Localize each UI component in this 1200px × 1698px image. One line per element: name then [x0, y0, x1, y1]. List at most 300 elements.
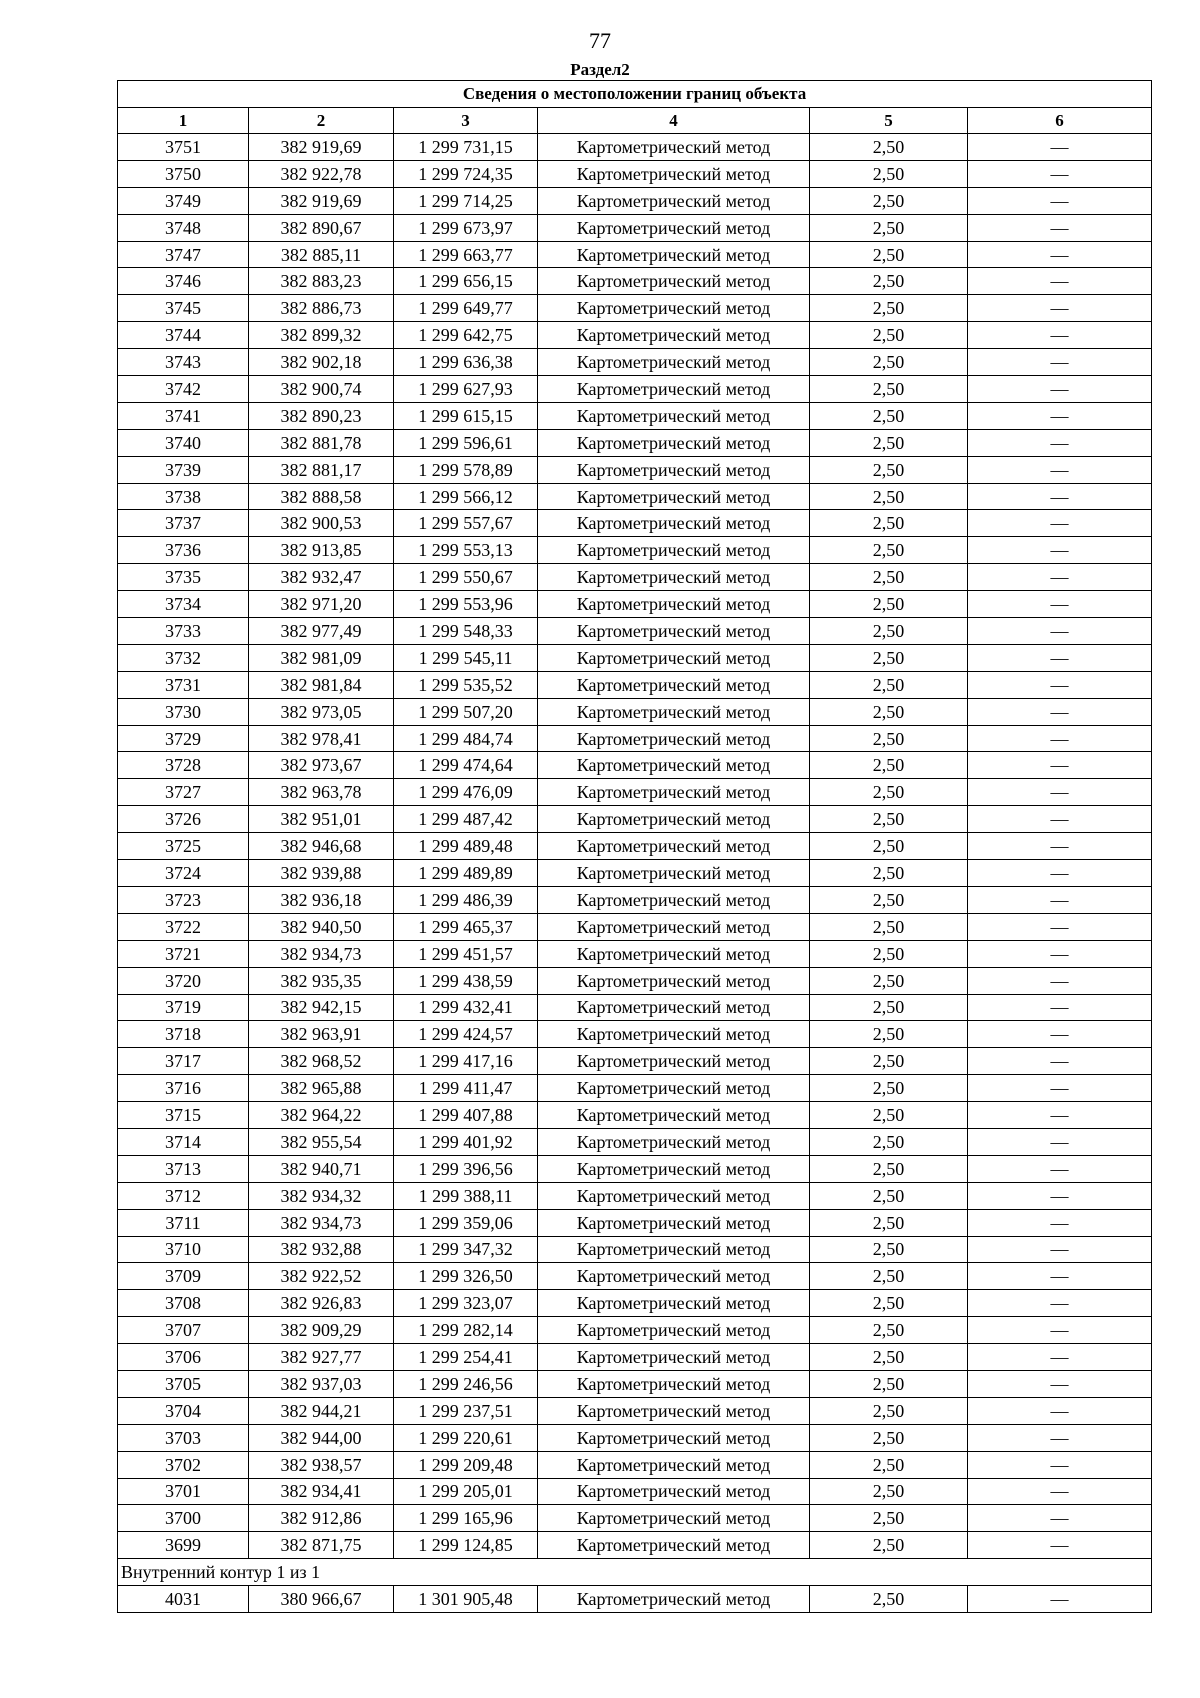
section-title: Раздел2 — [570, 60, 630, 79]
accuracy-cell: 2,50 — [810, 779, 968, 806]
table-row — [118, 618, 1152, 645]
method-cell: Картометрический метод — [538, 1155, 810, 1182]
method-cell: Картометрический метод — [538, 1128, 810, 1155]
coordinate-x-cell: 382 885,11 — [249, 241, 394, 268]
accuracy-cell: 2,50 — [810, 618, 968, 645]
accuracy-cell: 2,50 — [810, 295, 968, 322]
coordinate-x-cell: 382 944,21 — [249, 1397, 394, 1424]
coordinate-x-cell: 382 938,57 — [249, 1451, 394, 1478]
method-cell: Картометрический метод — [538, 591, 810, 618]
table-row — [118, 860, 1152, 887]
coordinate-y-cell: 1 299 553,13 — [394, 537, 538, 564]
accuracy-cell: 2,50 — [810, 860, 968, 887]
column-header: 5 — [810, 108, 968, 134]
coordinate-y-cell: 1 299 326,50 — [394, 1263, 538, 1290]
coordinate-y-cell: 1 299 489,89 — [394, 860, 538, 887]
coordinate-x-cell: 382 978,41 — [249, 725, 394, 752]
point-number-cell: 3726 — [118, 806, 249, 833]
coordinate-y-cell: 1 299 347,32 — [394, 1236, 538, 1263]
point-number-cell: 3718 — [118, 1021, 249, 1048]
accuracy-cell: 2,50 — [810, 456, 968, 483]
column-header: 6 — [968, 108, 1152, 134]
description-cell: — — [968, 1424, 1152, 1451]
method-cell: Картометрический метод — [538, 429, 810, 456]
description-cell: — — [968, 860, 1152, 887]
point-number-cell: 3706 — [118, 1344, 249, 1371]
description-cell: — — [968, 456, 1152, 483]
table-row — [118, 429, 1152, 456]
coordinate-y-cell: 1 301 905,48 — [394, 1586, 538, 1613]
coordinate-x-cell: 382 886,73 — [249, 295, 394, 322]
accuracy-cell: 2,50 — [810, 1344, 968, 1371]
description-cell: — — [968, 752, 1152, 779]
coordinate-x-cell: 382 981,09 — [249, 644, 394, 671]
accuracy-cell: 2,50 — [810, 268, 968, 295]
coordinate-y-cell: 1 299 407,88 — [394, 1102, 538, 1129]
accuracy-cell: 2,50 — [810, 376, 968, 403]
table-row — [118, 349, 1152, 376]
table-row — [118, 644, 1152, 671]
description-cell: — — [968, 1451, 1152, 1478]
description-cell: — — [968, 994, 1152, 1021]
point-number-cell: 3708 — [118, 1290, 249, 1317]
point-number-cell: 3730 — [118, 698, 249, 725]
point-number-cell: 3709 — [118, 1263, 249, 1290]
table-row — [118, 671, 1152, 698]
coordinate-x-cell: 382 900,74 — [249, 376, 394, 403]
accuracy-cell: 2,50 — [810, 1532, 968, 1559]
coordinate-y-cell: 1 299 642,75 — [394, 322, 538, 349]
coordinate-y-cell: 1 299 424,57 — [394, 1021, 538, 1048]
coordinate-x-cell: 382 981,84 — [249, 671, 394, 698]
accuracy-cell: 2,50 — [810, 1290, 968, 1317]
description-cell: — — [968, 940, 1152, 967]
point-number-cell: 3702 — [118, 1451, 249, 1478]
accuracy-cell: 2,50 — [810, 940, 968, 967]
method-cell: Картометрический метод — [538, 1586, 810, 1613]
table-row — [118, 1451, 1152, 1478]
coordinate-y-cell: 1 299 656,15 — [394, 268, 538, 295]
method-cell: Картометрический метод — [538, 1263, 810, 1290]
table-row — [118, 833, 1152, 860]
coordinate-y-cell: 1 299 673,97 — [394, 214, 538, 241]
coordinate-y-cell: 1 299 209,48 — [394, 1451, 538, 1478]
page-number: 77 — [589, 28, 611, 53]
table-row — [118, 510, 1152, 537]
description-cell: — — [968, 1209, 1152, 1236]
method-cell: Картометрический метод — [538, 1478, 810, 1505]
coordinate-y-cell: 1 299 465,37 — [394, 913, 538, 940]
table-row — [118, 1370, 1152, 1397]
table-row — [118, 1263, 1152, 1290]
coordinate-x-cell: 382 927,77 — [249, 1344, 394, 1371]
point-number-cell: 3713 — [118, 1155, 249, 1182]
coordinate-x-cell: 382 919,69 — [249, 134, 394, 161]
coordinate-y-cell: 1 299 165,96 — [394, 1505, 538, 1532]
table-row — [118, 1397, 1152, 1424]
description-cell: — — [968, 671, 1152, 698]
point-number-cell: 3721 — [118, 940, 249, 967]
method-cell: Картометрический метод — [538, 1290, 810, 1317]
point-number-cell: 3739 — [118, 456, 249, 483]
accuracy-cell: 2,50 — [810, 322, 968, 349]
coordinate-x-cell: 382 919,69 — [249, 187, 394, 214]
description-cell: — — [968, 376, 1152, 403]
table-row — [118, 1424, 1152, 1451]
table-row — [118, 752, 1152, 779]
method-cell: Картометрический метод — [538, 1424, 810, 1451]
accuracy-cell: 2,50 — [810, 644, 968, 671]
accuracy-cell: 2,50 — [810, 1317, 968, 1344]
description-cell: — — [968, 295, 1152, 322]
accuracy-cell: 2,50 — [810, 1128, 968, 1155]
contour-label-row — [118, 1559, 1152, 1586]
description-cell: — — [968, 187, 1152, 214]
coordinate-y-cell: 1 299 474,64 — [394, 752, 538, 779]
coordinate-y-cell: 1 299 438,59 — [394, 967, 538, 994]
method-cell: Картометрический метод — [538, 134, 810, 161]
description-cell: — — [968, 1182, 1152, 1209]
coordinate-x-cell: 382 899,32 — [249, 322, 394, 349]
description-cell: — — [968, 1102, 1152, 1129]
point-number-cell: 3729 — [118, 725, 249, 752]
accuracy-cell: 2,50 — [810, 349, 968, 376]
point-number-cell: 3716 — [118, 1075, 249, 1102]
coordinate-x-cell: 382 890,67 — [249, 214, 394, 241]
point-number-cell: 3712 — [118, 1182, 249, 1209]
point-number-cell: 4031 — [118, 1586, 249, 1613]
coordinate-x-cell: 382 926,83 — [249, 1290, 394, 1317]
description-cell: — — [968, 618, 1152, 645]
coordinate-y-cell: 1 299 557,67 — [394, 510, 538, 537]
coordinate-y-cell: 1 299 578,89 — [394, 456, 538, 483]
method-cell: Картометрический метод — [538, 456, 810, 483]
description-cell: — — [968, 1263, 1152, 1290]
description-cell: — — [968, 725, 1152, 752]
coordinate-x-cell: 382 890,23 — [249, 402, 394, 429]
coordinate-x-cell: 382 946,68 — [249, 833, 394, 860]
accuracy-cell: 2,50 — [810, 1075, 968, 1102]
coordinate-x-cell: 382 973,67 — [249, 752, 394, 779]
table-row — [118, 214, 1152, 241]
point-number-cell: 3740 — [118, 429, 249, 456]
table-body — [118, 81, 1152, 1613]
point-number-cell: 3749 — [118, 187, 249, 214]
coordinate-x-cell: 382 881,78 — [249, 429, 394, 456]
method-cell: Картометрический метод — [538, 1236, 810, 1263]
table-row — [118, 187, 1152, 214]
description-cell: — — [968, 510, 1152, 537]
point-number-cell: 3727 — [118, 779, 249, 806]
method-cell: Картометрический метод — [538, 940, 810, 967]
method-cell: Картометрический метод — [538, 860, 810, 887]
method-cell: Картометрический метод — [538, 349, 810, 376]
point-number-cell: 3743 — [118, 349, 249, 376]
table-row — [118, 886, 1152, 913]
accuracy-cell: 2,50 — [810, 1263, 968, 1290]
coordinate-y-cell: 1 299 507,20 — [394, 698, 538, 725]
method-cell: Картометрический метод — [538, 618, 810, 645]
method-cell: Картометрический метод — [538, 214, 810, 241]
description-cell: — — [968, 483, 1152, 510]
description-cell: — — [968, 644, 1152, 671]
point-number-cell: 3751 — [118, 134, 249, 161]
method-cell: Картометрический метод — [538, 376, 810, 403]
description-cell: — — [968, 1478, 1152, 1505]
point-number-cell: 3744 — [118, 322, 249, 349]
method-cell: Картометрический метод — [538, 564, 810, 591]
point-number-cell: 3732 — [118, 644, 249, 671]
point-number-cell: 3711 — [118, 1209, 249, 1236]
point-number-cell: 3710 — [118, 1236, 249, 1263]
method-cell: Картометрический метод — [538, 725, 810, 752]
table-row — [118, 483, 1152, 510]
accuracy-cell: 2,50 — [810, 1586, 968, 1613]
table-row — [118, 1344, 1152, 1371]
point-number-cell: 3707 — [118, 1317, 249, 1344]
coordinate-y-cell: 1 299 476,09 — [394, 779, 538, 806]
coordinate-y-cell: 1 299 254,41 — [394, 1344, 538, 1371]
description-cell: — — [968, 160, 1152, 187]
table-row — [118, 1102, 1152, 1129]
coordinate-y-cell: 1 299 401,92 — [394, 1128, 538, 1155]
coordinate-x-cell: 382 932,47 — [249, 564, 394, 591]
point-number-cell: 3720 — [118, 967, 249, 994]
method-cell: Картометрический метод — [538, 160, 810, 187]
point-number-cell: 3722 — [118, 913, 249, 940]
accuracy-cell: 2,50 — [810, 806, 968, 833]
point-number-cell: 3723 — [118, 886, 249, 913]
point-number-cell: 3717 — [118, 1048, 249, 1075]
table-row — [118, 268, 1152, 295]
coordinate-y-cell: 1 299 451,57 — [394, 940, 538, 967]
accuracy-cell: 2,50 — [810, 1021, 968, 1048]
description-cell: — — [968, 537, 1152, 564]
table-row — [118, 1209, 1152, 1236]
table-row — [118, 1317, 1152, 1344]
table-row — [118, 940, 1152, 967]
coordinate-y-cell: 1 299 489,48 — [394, 833, 538, 860]
coordinate-x-cell: 382 934,41 — [249, 1478, 394, 1505]
accuracy-cell: 2,50 — [810, 913, 968, 940]
point-number-cell: 3734 — [118, 591, 249, 618]
table-row — [118, 1478, 1152, 1505]
point-number-cell: 3701 — [118, 1478, 249, 1505]
table-title-row — [118, 81, 1152, 108]
coordinate-y-cell: 1 299 714,25 — [394, 187, 538, 214]
description-cell: — — [968, 214, 1152, 241]
coordinate-y-cell: 1 299 396,56 — [394, 1155, 538, 1182]
description-cell: — — [968, 1128, 1152, 1155]
method-cell: Картометрический метод — [538, 671, 810, 698]
accuracy-cell: 2,50 — [810, 187, 968, 214]
point-number-cell: 3738 — [118, 483, 249, 510]
method-cell: Картометрический метод — [538, 644, 810, 671]
description-cell: — — [968, 1370, 1152, 1397]
method-cell: Картометрический метод — [538, 1209, 810, 1236]
coordinate-y-cell: 1 299 205,01 — [394, 1478, 538, 1505]
coordinate-x-cell: 382 936,18 — [249, 886, 394, 913]
point-number-cell: 3728 — [118, 752, 249, 779]
accuracy-cell: 2,50 — [810, 1182, 968, 1209]
table-row — [118, 1075, 1152, 1102]
description-cell: — — [968, 241, 1152, 268]
coordinate-y-cell: 1 299 282,14 — [394, 1317, 538, 1344]
method-cell: Картометрический метод — [538, 1021, 810, 1048]
coordinate-x-cell: 382 871,75 — [249, 1532, 394, 1559]
coordinate-x-cell: 382 951,01 — [249, 806, 394, 833]
coordinate-x-cell: 382 944,00 — [249, 1424, 394, 1451]
point-number-cell: 3700 — [118, 1505, 249, 1532]
description-cell: — — [968, 698, 1152, 725]
description-cell: — — [968, 1317, 1152, 1344]
table-row — [118, 564, 1152, 591]
description-cell: — — [968, 886, 1152, 913]
accuracy-cell: 2,50 — [810, 1155, 968, 1182]
coordinate-y-cell: 1 299 432,41 — [394, 994, 538, 1021]
table-row — [118, 160, 1152, 187]
table-title: Сведения о местоположении границ объекта — [118, 81, 1152, 108]
coordinate-y-cell: 1 299 388,11 — [394, 1182, 538, 1209]
accuracy-cell: 2,50 — [810, 483, 968, 510]
table-row — [118, 456, 1152, 483]
accuracy-cell: 2,50 — [810, 671, 968, 698]
point-number-cell: 3725 — [118, 833, 249, 860]
accuracy-cell: 2,50 — [810, 967, 968, 994]
point-number-cell: 3746 — [118, 268, 249, 295]
table-row — [118, 537, 1152, 564]
method-cell: Картометрический метод — [538, 1075, 810, 1102]
coordinate-y-cell: 1 299 636,38 — [394, 349, 538, 376]
method-cell: Картометрический метод — [538, 537, 810, 564]
coordinate-y-cell: 1 299 724,35 — [394, 160, 538, 187]
coordinate-x-cell: 382 888,58 — [249, 483, 394, 510]
point-number-cell: 3735 — [118, 564, 249, 591]
description-cell: — — [968, 967, 1152, 994]
description-cell: — — [968, 913, 1152, 940]
coordinate-y-cell: 1 299 487,42 — [394, 806, 538, 833]
coordinate-x-cell: 382 940,50 — [249, 913, 394, 940]
method-cell: Картометрический метод — [538, 295, 810, 322]
coordinate-x-cell: 382 955,54 — [249, 1128, 394, 1155]
coordinate-y-cell: 1 299 731,15 — [394, 134, 538, 161]
method-cell: Картометрический метод — [538, 1317, 810, 1344]
coordinate-x-cell: 382 935,35 — [249, 967, 394, 994]
table-row — [118, 913, 1152, 940]
table-row — [118, 779, 1152, 806]
accuracy-cell: 2,50 — [810, 1478, 968, 1505]
method-cell: Картометрический метод — [538, 913, 810, 940]
table-header-row — [118, 108, 1152, 134]
point-number-cell: 3750 — [118, 160, 249, 187]
method-cell: Картометрический метод — [538, 886, 810, 913]
table-row — [118, 1532, 1152, 1559]
description-cell: — — [968, 1075, 1152, 1102]
accuracy-cell: 2,50 — [810, 537, 968, 564]
point-number-cell: 3715 — [118, 1102, 249, 1129]
accuracy-cell: 2,50 — [810, 591, 968, 618]
method-cell: Картометрический метод — [538, 322, 810, 349]
point-number-cell: 3748 — [118, 214, 249, 241]
coordinate-y-cell: 1 299 359,06 — [394, 1209, 538, 1236]
point-number-cell: 3703 — [118, 1424, 249, 1451]
table-row — [118, 1021, 1152, 1048]
description-cell: — — [968, 1505, 1152, 1532]
description-cell: — — [968, 349, 1152, 376]
method-cell: Картометрический метод — [538, 1182, 810, 1209]
accuracy-cell: 2,50 — [810, 510, 968, 537]
description-cell: — — [968, 806, 1152, 833]
coordinate-x-cell: 382 963,78 — [249, 779, 394, 806]
accuracy-cell: 2,50 — [810, 214, 968, 241]
point-number-cell: 3747 — [118, 241, 249, 268]
method-cell: Картометрический метод — [538, 698, 810, 725]
coordinate-x-cell: 382 964,22 — [249, 1102, 394, 1129]
boundary-coordinates-table — [117, 80, 1152, 1613]
table-row — [118, 1182, 1152, 1209]
coordinate-y-cell: 1 299 596,61 — [394, 429, 538, 456]
accuracy-cell: 2,50 — [810, 160, 968, 187]
point-number-cell: 3736 — [118, 537, 249, 564]
description-cell: — — [968, 1397, 1152, 1424]
description-cell: — — [968, 134, 1152, 161]
table-row — [118, 725, 1152, 752]
accuracy-cell: 2,50 — [810, 1424, 968, 1451]
accuracy-cell: 2,50 — [810, 241, 968, 268]
method-cell: Картометрический метод — [538, 1532, 810, 1559]
coordinate-x-cell: 382 971,20 — [249, 591, 394, 618]
table-row — [118, 402, 1152, 429]
accuracy-cell: 2,50 — [810, 1451, 968, 1478]
point-number-cell: 3699 — [118, 1532, 249, 1559]
coordinate-x-cell: 382 939,88 — [249, 860, 394, 887]
accuracy-cell: 2,50 — [810, 725, 968, 752]
coordinate-x-cell: 382 968,52 — [249, 1048, 394, 1075]
coordinate-x-cell: 382 922,52 — [249, 1263, 394, 1290]
coordinate-x-cell: 382 881,17 — [249, 456, 394, 483]
description-cell: — — [968, 1586, 1152, 1613]
table-row — [118, 698, 1152, 725]
coordinate-x-cell: 382 909,29 — [249, 1317, 394, 1344]
method-cell: Картометрический метод — [538, 483, 810, 510]
method-cell: Картометрический метод — [538, 1451, 810, 1478]
point-number-cell: 3733 — [118, 618, 249, 645]
table-row — [118, 1586, 1152, 1613]
method-cell: Картометрический метод — [538, 1370, 810, 1397]
method-cell: Картометрический метод — [538, 779, 810, 806]
accuracy-cell: 2,50 — [810, 1505, 968, 1532]
method-cell: Картометрический метод — [538, 1505, 810, 1532]
coordinate-y-cell: 1 299 627,93 — [394, 376, 538, 403]
coordinate-x-cell: 380 966,67 — [249, 1586, 394, 1613]
table-row — [118, 806, 1152, 833]
coordinate-y-cell: 1 299 124,85 — [394, 1532, 538, 1559]
method-cell: Картометрический метод — [538, 1344, 810, 1371]
coordinate-y-cell: 1 299 486,39 — [394, 886, 538, 913]
coordinate-y-cell: 1 299 220,61 — [394, 1424, 538, 1451]
coordinate-x-cell: 382 973,05 — [249, 698, 394, 725]
coordinate-x-cell: 382 965,88 — [249, 1075, 394, 1102]
table-row — [118, 591, 1152, 618]
point-number-cell: 3719 — [118, 994, 249, 1021]
table-row — [118, 1155, 1152, 1182]
accuracy-cell: 2,50 — [810, 752, 968, 779]
accuracy-cell: 2,50 — [810, 1048, 968, 1075]
method-cell: Картометрический метод — [538, 833, 810, 860]
coordinate-y-cell: 1 299 417,16 — [394, 1048, 538, 1075]
description-cell: — — [968, 564, 1152, 591]
coordinate-y-cell: 1 299 246,56 — [394, 1370, 538, 1397]
